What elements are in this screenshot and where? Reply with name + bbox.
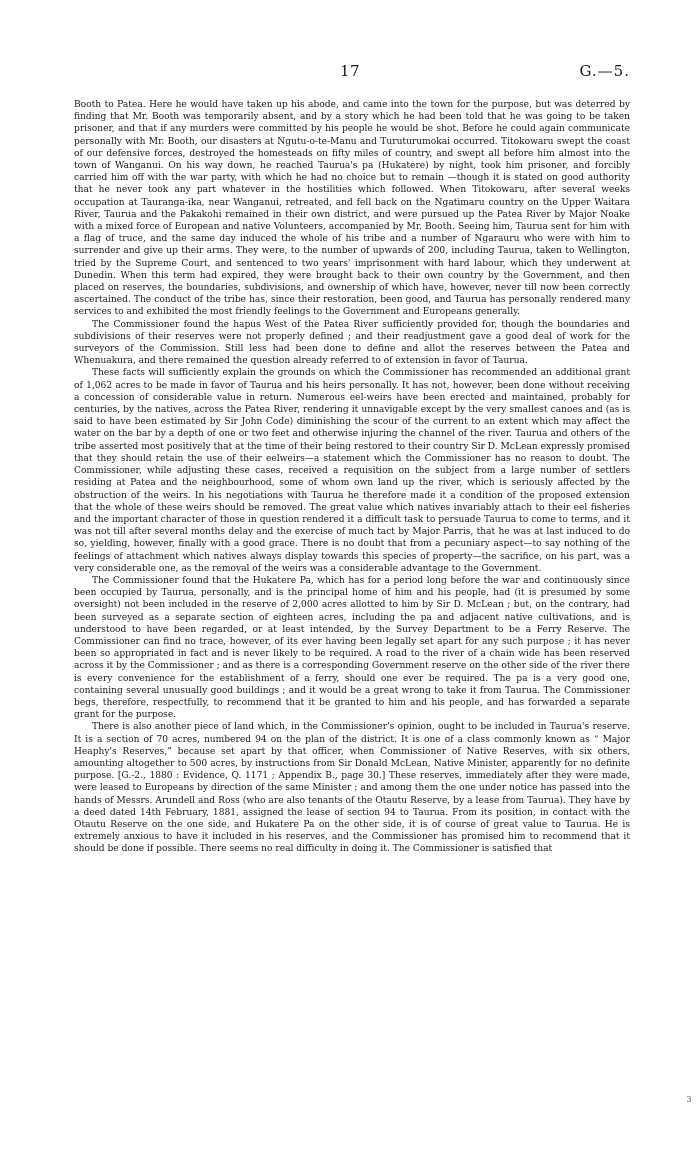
paragraph: The Commissioner found the hapus West of the Patea River sufficiently provided for, though the boundaries and subdivisions of their reserves were not properly defined ; and their readjustment gave a good deal of work for the surveyors of the Commission. Still less had been done to define and allot the reserves between the Patea and Whenuakura, and there remained the question already referred to of extension in favor of Taurua. [74,319,630,367]
margin-mark: 3 [686,1095,692,1104]
page-header [70,62,630,86]
document-body [74,99,630,856]
document-reference: G.—5. [579,62,630,80]
paragraph: There is also another piece of land which, in the Commissioner's opinion, ought to be included in Taurua's reserve. It is a section of 70 acres, numbered 94 on the plan of the district. It is one of a class commonly known as “ Major Heaphy's Reserves,” because set apart by that officer, when Commissioner of Native Reserves, with six others, amounting altogether to 500 acres, by instructions from Sir Donald McLean, Native Minister, apparently for no definite purpose. [G.-2., 1880 : Evidence, Q. 1171 ; Appendix B., page 30.] These reserves, immediately after they were made, were leased to Europeans by direction of the same Minister ; and among them the one under notice has passed into the hands of Messrs. Arundell and Ross (who are also tenants of the Otautu Reserve, by a lease from Taurua). They have by a deed dated 14th February, 1881, assigned the lease of section 94 to Taurua. From its position, in contact with the Otautu Reserve on the one side, and Hukatere Pa on the other side, it is of course of great value to Taurua. He is extremely anxious to have it included in his reserves, and the Commissioner has promised him to recommend that it should be done if possible. There seems no real difficulty in doing it. The Commissioner is satisfied that [74,722,630,855]
paragraph: Booth to Patea. Here he would have taken up his abode, and came into the town for the purpose, but was deterred by finding that Mr. Booth was temporarily absent, and by a story which he had been told that he was going to be taken prisoner, and that if any murders were committed by his people he would be shot. Before he could again communicate personally with Mr. Booth, our disasters at Ngutu-o-te-Manu and Turuturumokai occurred. Titokowaru swept the coast of our defensive forces, destroyed the homesteads on fifty miles of country, and swept all before him almost into the town of Wanganui. On his way down, he reached Taurua's pa (Hukatere) by night, took him prisoner, and forcibly carried him off with the war party, with which he had no choice but to remain —though it is stated on good authority that he never took any part whatever in the hostilities which followed. When Titokowaru, after several weeks occupation at Tauranga-ika, near Wanganui, retreated, and fell back on the Ngatimaru country on the Upper Waitara River, Taurua and the Pakakohi remained in their own district, and were pursued up the Patea River by Major Noake with a mixed force of European and native Volunteers, accompanied by Mr. Booth. Seeing him, Taurua sent for him with a flag of truce, and the same day induced the whole of his tribe and a number of Ngarauru who were with him to surrender and give up their arms. They were, to the number of upwards of 200, including Taurua, taken to Wellington, tried by the Supreme Court, and sentenced to two years' imprisonment with hard labour, which they underwent at Dunedin. When this term had expired, they were brought back to their own country by the Government, and then placed on reserves, the boundaries, subdivisions, and ownership of which have, however, never till now been correctly ascertained. The conduct of the tribe has, since their restoration, been good, and Taurua has personally rendered many services to and exhibited the most friendly feelings to the Government and Europeans generally. [74,100,630,318]
page-number: 17 [339,62,361,80]
paragraph: These facts will sufficiently explain the grounds on which the Commissioner has recommended an additional grant of 1,062 acres to be made in favor of Taurua and his heirs personally. It has not, however, been done without receiving a concession of considerable value in return. Numerous eel-weirs have been erected and maintained, probably for centuries, by the natives, across the Patea River, rendering it unnavigable except by the very smallest canoes and (as is said to have been estimated by Sir John Code) diminishing the scour of the current to an extent which may affect the water on the bar by a depth of one or two feet and otherwise injuring the channel of the river. Taurua and others of the tribe asserted most positively that at the time of their being restored to their country Sir D. McLean expressly promised that they should retain the use of their eelweirs—a statement which the Commissioner has no reason to doubt. The Commissioner, while adjusting these cases, received a requisition on the subject from a large number of settlers residing at Patea and the neighbourhood, some of whom own land up the river, which is seriously affected by the obstruction of the weirs. In his negotiations with Taurua he therefore made it a condition of the proposed extension that the whole of these weirs should be removed. The great value which natives invariably attach to their eel fisheries and the important character of those in question rendered it a difficult task to persuade Taurua to come to terms, and it was not till after several months delay and the exercise of much tact by Major Parris, that he was at last induced to do so, yielding, however, finally with a good grace. There is no doubt that from a pecuniary aspect—to say nothing of the feelings of attachment which natives always display towards this species of property—the sacrifice, on his part, was a very considerable one, as the removal of the weirs was a considerable advantage to the Government. [74,368,630,574]
paragraph: The Commissioner found that the Hukatere Pa, which has for a period long before the war and continuously since been occupied by Taurua, personally, and is the principal home of him and his people, had (it is presumed by some oversight) not been included in the reserve of 2,000 acres allotted to him by Sir D. McLean ; but, on the contrary, had been surveyed as a separate section of eighteen acres, including the pa and adjacent native cultivations, and is understood to have been regarded, or at least intended, by the Survey Department to be a Ferry Reserve. The Commissioner can find no trace, however, of its ever having been legally set apart for any such purpose ; it has never been so appropriated in fact and is never likely to be required. A road to the river of a chain wide has been reserved across it by the Commissioner ; and as there is a corresponding Government reserve on the other side of the river there is every convenience for the establishment of a ferry, should one ever be required. The pa is a very good one, containing several unusually good buildings ; and it would be a great wrong to take it from Taurua. The Commissioner begs, therefore, respectfully, to recommend that it be granted to him and his people, and has forwarded a separate grant for the purpose. [74,575,630,721]
